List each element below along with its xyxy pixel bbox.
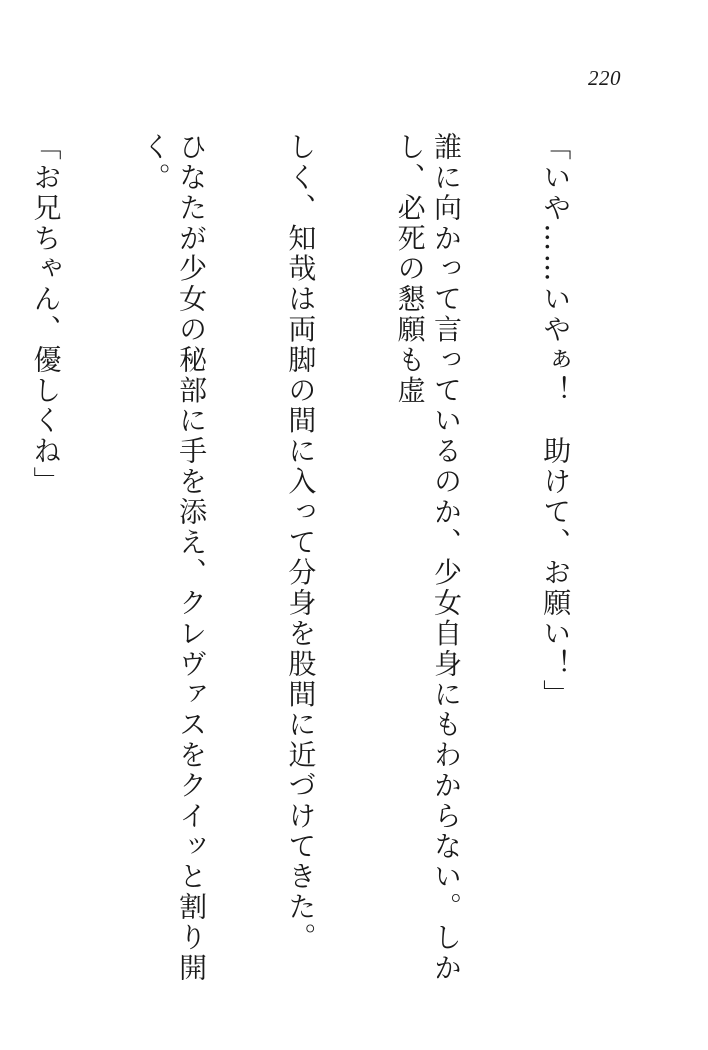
- text-line: しく、知哉は両脚の間に入って分身を股間に近づけてきた。: [284, 132, 318, 953]
- text-line: ひなたが少女の秘部に手を添え、クレヴァスをクイッと割り開く。: [138, 132, 209, 984]
- text-line: 「いや……いやぁ！ 助けて、お願い！」: [539, 132, 573, 710]
- page-number: 220: [588, 66, 621, 90]
- text-line: 「お兄ちゃん、優しくね」: [29, 132, 63, 497]
- vertical-text-body: [29, 132, 646, 1032]
- text-line: 誰に向かって言っているのか、少女自身にもわからない。しかし、必死の懇願も虚: [393, 132, 463, 984]
